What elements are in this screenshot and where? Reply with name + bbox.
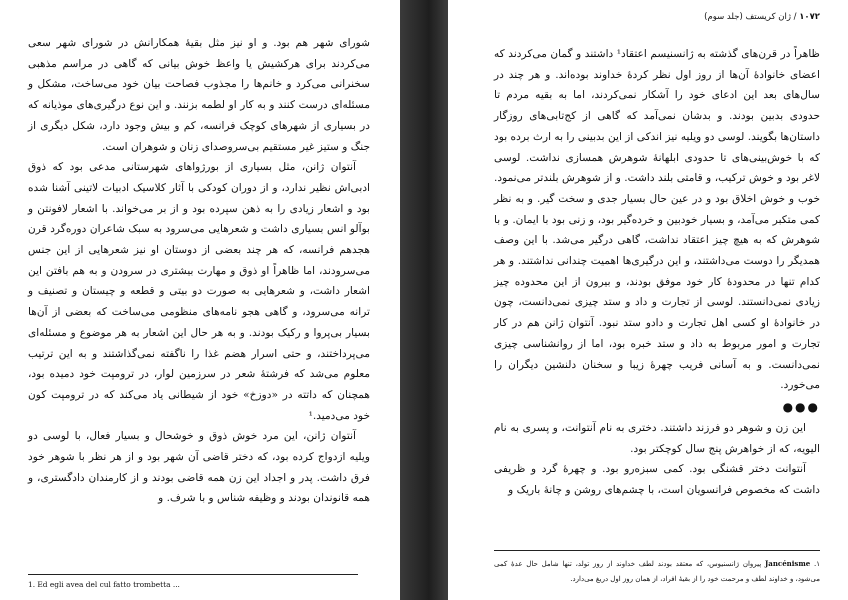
book-gutter bbox=[400, 0, 448, 600]
right-paragraph-2: این زن و شوهر دو فرزند داشتند. دختری به نام آنتوانت، و پسری به نام الیویه، که از خواهرش پنج سال کوچکتر بود. bbox=[494, 421, 820, 455]
page-number: ۱۰۷۲ bbox=[799, 12, 820, 22]
right-footnote-divider bbox=[494, 550, 820, 551]
right-paragraph-1: ظاهراً در قرن‌های گذشته به ژانسنیسم اعتقاد¹ داشتند و گمان می‌کردند که اعضای خانوادهٔ آن‌ها از روز اول نظر کردهٔ خداوند بوده‌اند. و هر چند در سال‌های بعد این ادعای خود را آشکار نمی‌کردند، اما به بقیه مردم تا حدودی بدبین بودند. و بدشان نمی‌آمد که گاهی از کج‌تابی‌های روزگار داستان‌ها بگویند. لوسی دو ویلیه نیز اندکی از این بدبینی را به ارث برده بود که با خوش‌بینی‌های تا حدودی ابلهانهٔ شوهرش همسازی نداشت. لوسی لاغر بود و خوش ترکیب، و قامتی بلند داشت. و از شوهرش بلندتر می‌نمود. خوب و خوش اخلاق بود و در عین حال بسیار جدی و سخت گیر. و به نظر کمی متکبر می‌آمد، و بسیار خودبین و خرده‌گیر بود، و زنی بود با ایمان. و با شوهرش که به هیچ چیز اعتقاد نداشت، گاهی درگیر می‌شد. با این وصف همدیگر را دوست می‌داشتند، و این درگیری‌ها اهمیت چندانی نداشتند. و هر کدام تنها در محدودهٔ کار خود موفق بودند، و بیرون از این محدوده چیز زیادی نمی‌دانستند. لوسی از تجارت و داد و ستد چیزی نمی‌دانست، چون در خانوادهٔ او کسی اهل تجارت و دادو ستد نبود. آنتوان ژانن هم در کار تجارت و امور مربوط به داد و ستد خبره بود، اما از روانشناسی چیزی نمی‌دانست. و به آسانی فریب چهرهٔ زیبا و سخنان دلنشین دیگران را می‌خورد. bbox=[494, 48, 820, 392]
right-page-body bbox=[494, 44, 820, 501]
left-paragraph-2: آنتوان ژانن، مثل بسیاری از بورژواهای شهرستانی مدعی بود که ذوق ادبی‌اش نظیر ندارد، و از دوران کودکی با آثار کلاسیک ادبیات لاتینی آشنا شده بود و اشعار زیادی را به ذهن سپرده بود و از بر می‌خواند. با اشعار لافونتن و بوآلو انس بسیاری داشت و شعرهایی می‌سرود به سبک شاعران دوره‌گرد قرن هجدهم فرانسه، که هر چند بعضی از دوستان او نیز شعرهایی از این جنس می‌سرودند، اما ظاهراً او ذوق و مهارت بیشتری در سرودن و به هم بافتن این اشعار داشت، و شعرهایی به صورت دو بیتی و قطعه و چیستان و تصنیف و ترانه می‌سرود، و گاهی هجو نامه‌های منظومی می‌ساخت که بعضی از آن‌ها بسیار بی‌پروا و رکیک بودند. و به هر حال این اشعار به هر موضوع و مسئله‌ای می‌پرداختند، و حتی اسرار هضم غذا را ناگفته نمی‌گذاشتند و به این ترتیب معلوم می‌شد که فرشتهٔ شعر در سرزمین لوار، در ترومپت خود دمیده بود، همچنان که داتته در «دوزخ» خود از شیطانی یاد می‌کند که در ترومپت کون خود می‌دمید.¹ bbox=[28, 161, 370, 422]
left-page bbox=[0, 0, 400, 600]
running-header bbox=[494, 12, 820, 22]
left-page-body bbox=[28, 33, 370, 509]
footnote-term: Jancénisme bbox=[765, 559, 811, 568]
book-title: ژان کریستف (جلد سوم) bbox=[704, 12, 791, 22]
left-paragraph-3: آنتوان ژانن، این مرد خوش ذوق و خوشحال و بسیار فعال، با لوسی دو ویلیه ازدواج کرده بود، که دختر قاضی آن شهر بود و از هر نظر با شوهر خود فرق داشت. پدر و اجداد این زن همه قاضی بودند و از کارمندان دادگستری، و همه قانوندان بودند و وظیفه شناس و با شرف. و bbox=[28, 430, 370, 505]
footnote-number: ۱. bbox=[813, 560, 820, 568]
footnote-text: پیروان ژانسنیوس، که معتقد بودند لطف خداوند از روز تولد، تنها شامل حال عدهٔ کمی می‌شود، و خداوند لطف و مرحمت خود را از بقیهٔ افراد، از همان روز اول دریغ می‌دارد. bbox=[494, 560, 820, 583]
section-separator: ●●● bbox=[782, 399, 820, 414]
right-page bbox=[448, 0, 848, 600]
right-footnote bbox=[494, 556, 820, 587]
right-paragraph-3: آنتوانت دختر قشنگی بود. کمی سبزه‌رو بود. و چهرهٔ گرد و ظریفی داشت که مخصوص فرانسویان است، با چشم‌های روشن و چانهٔ باریک و bbox=[494, 463, 820, 497]
left-paragraph-1: شورای شهر هم بود. و او نیز مثل بقیهٔ همکارانش در شورای شهر سعی می‌کردند برای هرکشیش یا واعظ خوش بیانی که گاهی در مراسم مذهبی سخنرانی می‌کرد و خانم‌ها را مجذوب فصاحت بیان خود می‌ساخت، مشکل و مسئله‌ای درست کنند و به کار او لطمه بزنند. و این نوع درگیری‌های موذیانه که در بسیاری از شهرهای کوچک فرانسه، کم و بیش وجود دارد، شکل دیگری از جنگ و ستیز غیر مستقیم بی‌سروصدای زنان و شوهران است. bbox=[28, 37, 370, 153]
left-footnote-divider bbox=[28, 574, 358, 575]
left-footnote: 1. Ed egli avea del cul fatto trombetta ... bbox=[28, 580, 180, 589]
header-separator: / bbox=[793, 12, 797, 22]
